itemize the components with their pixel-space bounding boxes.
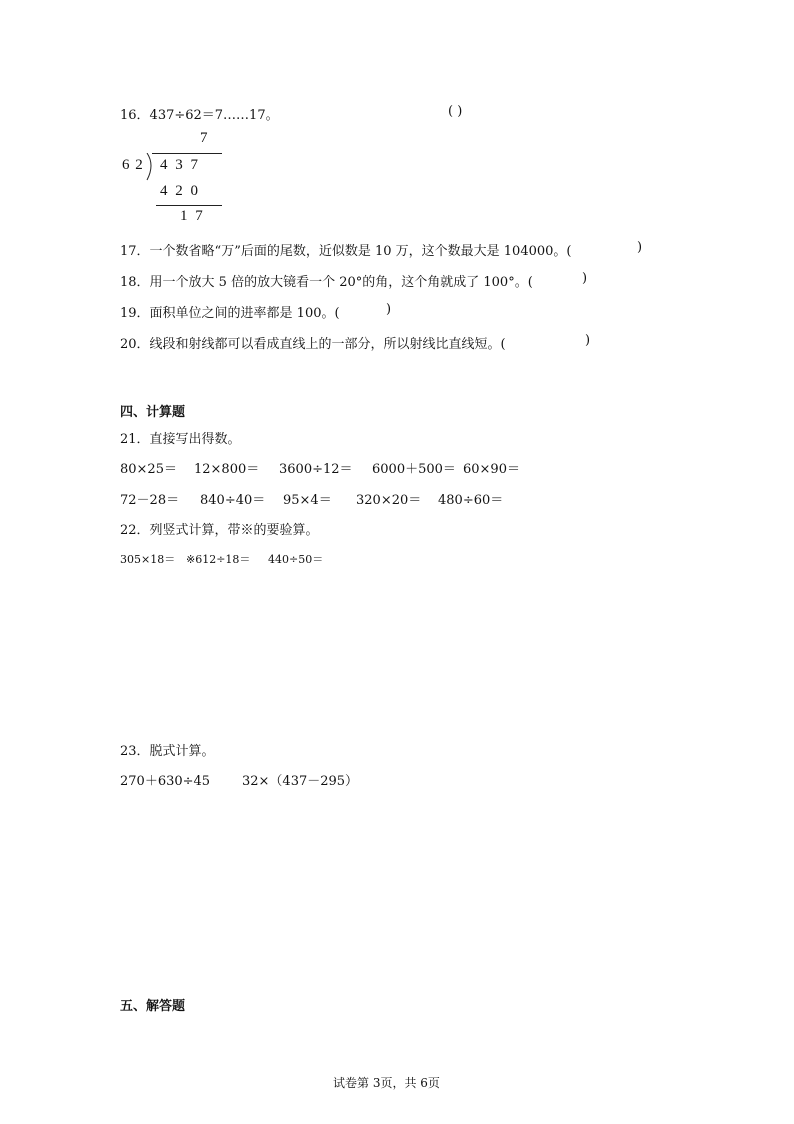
long-division-bracket <box>146 153 156 181</box>
calc-item: 840÷40＝ <box>200 493 266 508</box>
question-17-text: 17．一个数省略“万”后面的尾数，近似数是 10 万，这个数最大是 104000。( <box>120 244 572 259</box>
question-20-text: 20．线段和射线都可以看成直线上的一部分，所以射线比直线短。( <box>120 337 506 352</box>
calc-item: 12×800＝ <box>194 462 260 477</box>
calc-item: 80×25＝ <box>120 462 177 477</box>
question-20 <box>120 333 506 352</box>
question-19 <box>120 302 340 321</box>
calc-item: 72－28＝ <box>120 493 180 508</box>
question-17-answer-blank[interactable]: ) <box>637 240 643 255</box>
question-19-answer-blank[interactable]: ) <box>386 302 392 317</box>
calc-item: 320×20＝ <box>356 493 422 508</box>
calc-item: 270＋630÷45 <box>120 774 211 789</box>
page-footer: 试卷第 3页，共 6页 <box>333 1076 440 1090</box>
calc-item: 440÷50＝ <box>268 553 324 566</box>
calc-item: 95×4＝ <box>283 493 332 508</box>
long-division-subtract-line <box>156 205 222 206</box>
calc-item: 60×90＝ <box>463 462 520 477</box>
calc-item: ※612÷18＝ <box>186 553 251 566</box>
long-division-product: 4 2 0 <box>160 183 200 199</box>
question-18 <box>120 271 533 290</box>
long-division-dividend: 4 3 7 <box>160 157 200 173</box>
calc-item: 6000＋500＝ <box>372 462 456 477</box>
section-4-title: 四、计算题 <box>120 405 186 420</box>
long-division-bar <box>152 153 222 154</box>
long-division-remainder: 1 7 <box>180 208 205 224</box>
question-19-text: 19．面积单位之间的进率都是 100。( <box>120 306 340 321</box>
question-23-text: 23．脱式计算。 <box>120 744 215 759</box>
question-18-text: 18．用一个放大 5 倍的放大镜看一个 20°的角，这个角就成了 100°。( <box>120 275 533 290</box>
calc-item: 480÷60＝ <box>438 493 504 508</box>
question-17 <box>120 240 571 259</box>
question-16 <box>120 104 279 123</box>
section-5-title: 五、解答题 <box>120 999 186 1014</box>
calc-item: 32×（437－295） <box>242 774 359 789</box>
question-20-answer-blank[interactable]: ) <box>585 333 591 348</box>
long-division-quotient: 7 <box>200 130 208 146</box>
question-21-text: 21．直接写出得数。 <box>120 432 241 447</box>
question-18-answer-blank[interactable]: ) <box>582 271 588 286</box>
question-16-answer-blank[interactable]: ( ) <box>448 104 463 119</box>
long-division-divisor: 6 2 <box>122 157 144 173</box>
question-22-text: 22．列竖式计算，带※的要验算。 <box>120 523 319 538</box>
calc-item: 305×18＝ <box>120 553 176 566</box>
question-16-text: 16．437÷62＝7……17。 <box>120 108 279 123</box>
calc-item: 3600÷12＝ <box>279 462 353 477</box>
